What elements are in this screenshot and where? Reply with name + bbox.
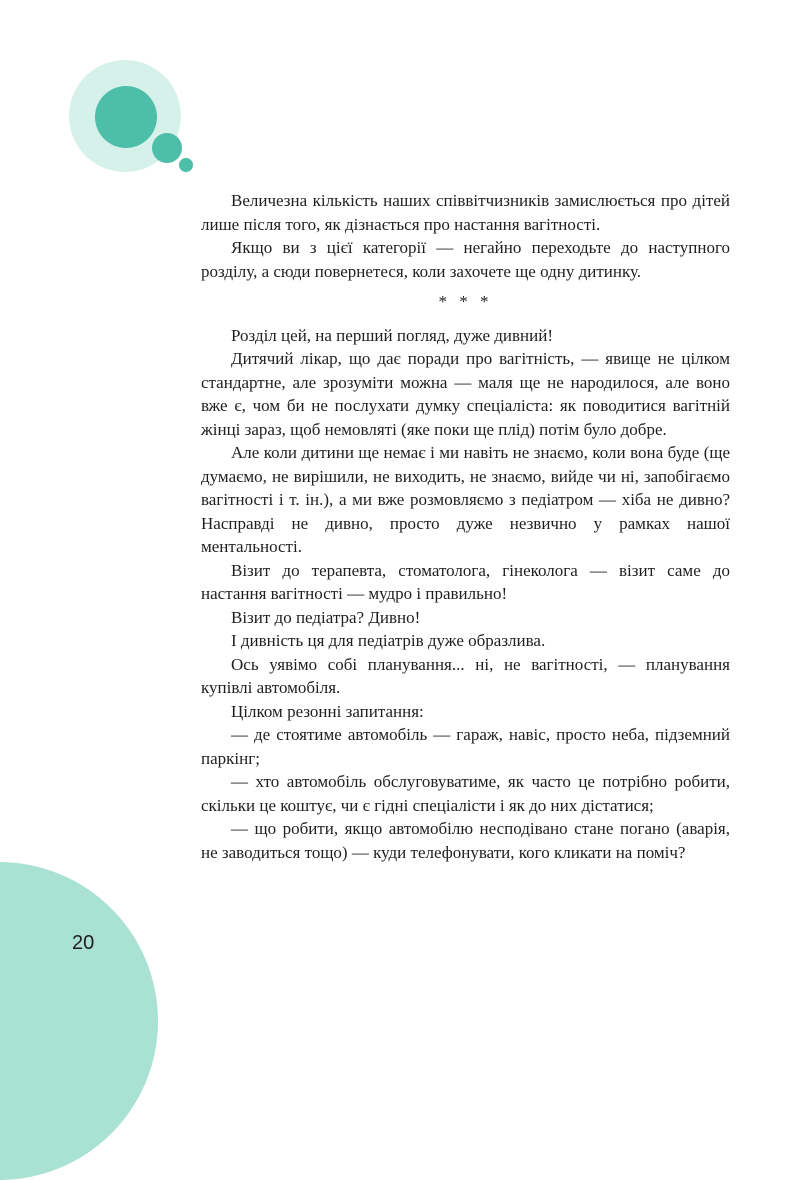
paragraph: Цілком резонні запитання: xyxy=(231,701,424,721)
paragraph: Але коли дитини ще немає і ми навіть не знаємо, коли вона буде (ще думаємо, не вирішили, не виходить, не знаємо, вийде чи ні, запобігаємо вагітності і т. ін.), а ми вже розмовляємо з педіатром — хіба не дивно? Насправді не дивно, просто дуже незвично у рамках нашої ментальності. xyxy=(201,443,730,556)
paragraph: Візит до педіатра? Дивно! xyxy=(231,607,421,627)
decorative-circle-medium xyxy=(152,133,182,163)
paragraph: Якщо ви з цієї категорії — негайно переходьте до наступного розділу, а сюди повернетеся, коли захочете ще одну дитинку. xyxy=(201,238,730,281)
section-separator: * * * xyxy=(438,292,493,311)
list-item: — хто автомобіль обслуговуватиме, як часто це потрібно робити, скільки це коштує, чи є гідні спеціалісти і як до них дістатися; xyxy=(201,772,730,815)
paragraph: Розділ цей, на перший погляд, дуже дивний! xyxy=(231,325,553,345)
paragraph: Візит до терапевта, стоматолога, гінеколога — візит саме до настання вагітності — мудро і правильно! xyxy=(201,560,730,603)
list-item: — що робити, якщо автомобілю несподівано стане погано (аварія, не заводиться тощо) — куди телефонувати, кого кликати на поміч? xyxy=(201,819,730,862)
decorative-circle-small xyxy=(179,158,193,172)
decorative-circle-large xyxy=(95,86,157,148)
page-text-body xyxy=(201,189,730,864)
paragraph: Ось уявімо собі планування... ні, не вагітності, — планування купівлі автомобіля. xyxy=(201,654,730,697)
decorative-corner-shape xyxy=(0,862,158,1180)
list-item: — де стоятиме автомобіль — гараж, навіс, просто неба, підземний паркінг; xyxy=(201,725,730,768)
paragraph: Дитячий лікар, що дає поради про вагітність, — явище не цілком стандартне, але зрозуміти можна — маля ще не народилося, але воно вже є, чом би не послухати думку спеціаліста: як поводитися вагітній жінці зараз, щоб немовляті (яке поки ще плід) потім було добре. xyxy=(201,349,730,439)
page-number: 20 xyxy=(72,932,95,954)
paragraph: І дивність ця для педіатрів дуже образлива. xyxy=(231,631,546,650)
paragraph: Величезна кількість наших співвітчизників замислюється про дітей лише після того, як дізнається про настання вагітності. xyxy=(201,191,730,234)
